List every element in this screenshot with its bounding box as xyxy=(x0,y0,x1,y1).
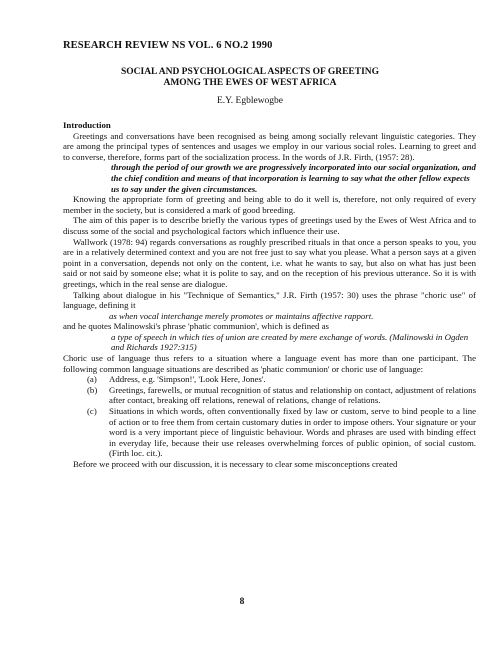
paragraph-1: Greetings and conversations have been recognised as being among socially relevant linguistic categories. They are among the principal types of sentences and usages we employ in our various social roles. Learning to greet and to converse, therefore, forms part of the socialization process. In the words of J.R. Firth, (1957: 28). xyxy=(63,130,476,162)
page-number: 8 xyxy=(239,597,245,607)
list-item xyxy=(63,406,476,459)
list-item-text: Address, e.g. 'Simpson!', 'Look Here, Jones'. xyxy=(109,374,266,385)
title-line-2: AMONG THE EWES OF WEST AFRICA xyxy=(163,78,337,88)
list-item-text: Situations in which words, often conventionally fixed by law or custom, serve to bind people to a line of action or to free them from certain customary duties in order to impose others. Your signature or your word is a very important piece of linguistic behaviour. Words and phrases are used with binding effect in everyday life, because their use releases overwhelming forces of public opinion, of social custom. (Firth loc. cit.). xyxy=(109,406,476,459)
article-body xyxy=(63,120,476,470)
paragraph-4: Wallwork (1978: 94) regards conversations as roughly prescribed rituals in that once a person speaks to you, you are in a relatively determined context and you are not free just to say what you please. What a person says at a given point in a conversation, depends not only on the content, i.e. what he wants to say, but also on what has just been said or not said by someone else; what it is polite to say, and on the reception of his previous utterance. So it is with greetings, which in the real sense are dialogue. xyxy=(63,236,476,289)
block-quote-1: through the period of our growth we are progressively incorporated into our social organization, and the chief condition and means of that incorporation is learning to say what the other fellow expects us to say under the given circumstances. xyxy=(111,162,476,194)
paragraph-8: Before we proceed with our discussion, it is necessary to clear some misconceptions created xyxy=(73,459,398,469)
paragraph-6: and he quotes Malinowski's phrase 'phatic communion', which is defined as xyxy=(63,321,329,332)
paragraph-5: Talking about dialogue in his "Technique of Semantics," J.R. Firth (1957: 30) uses the phrase "choric use" of language, defining it xyxy=(63,289,476,311)
paragraph-3: The aim of this paper is to describe briefly the various types of greetings used by the Ewes of West Africa and to discuss some of the social and psychological factors which influence their use. xyxy=(63,215,476,236)
situation-list xyxy=(63,374,476,459)
list-item xyxy=(63,385,476,406)
section-heading: Introduction xyxy=(63,120,111,130)
paragraph-7: Choric use of language thus refers to a situation where a language event has more than one participant. The following common language situations are described as 'phatic communion' or choric use of language: xyxy=(63,353,476,374)
journal-header: RESEARCH REVIEW NS VOL. 6 NO.2 1990 xyxy=(63,40,273,51)
paragraph-2: Knowing the appropriate form of greeting and being able to do it well is, therefore, not only required of every member in the society, but is considered a mark of good breeding. xyxy=(63,194,476,215)
article-title xyxy=(100,67,400,89)
article-author: E.Y. Egblewogbe xyxy=(216,96,284,106)
list-marker: (c) xyxy=(87,406,97,417)
block-quote-3: a type of speech in which ties of union are created by mere exchange of words. (Malinowski in Ogden and Richards 1927:315) xyxy=(111,331,469,353)
title-line-1: SOCIAL AND PSYCHOLOGICAL ASPECTS OF GREETING xyxy=(120,67,380,77)
list-item-text: Greetings, farewells, or mutual recognition of status and relationship on contact, adjustment of relations after contact, breaking off relations, renewal of relations, change of relations. xyxy=(109,384,476,406)
block-quote-2: as when vocal interchange merely promotes or maintains affective rapport. xyxy=(109,310,374,321)
list-item xyxy=(63,374,476,385)
list-marker: (b) xyxy=(87,384,98,395)
list-marker: (a) xyxy=(87,374,97,385)
